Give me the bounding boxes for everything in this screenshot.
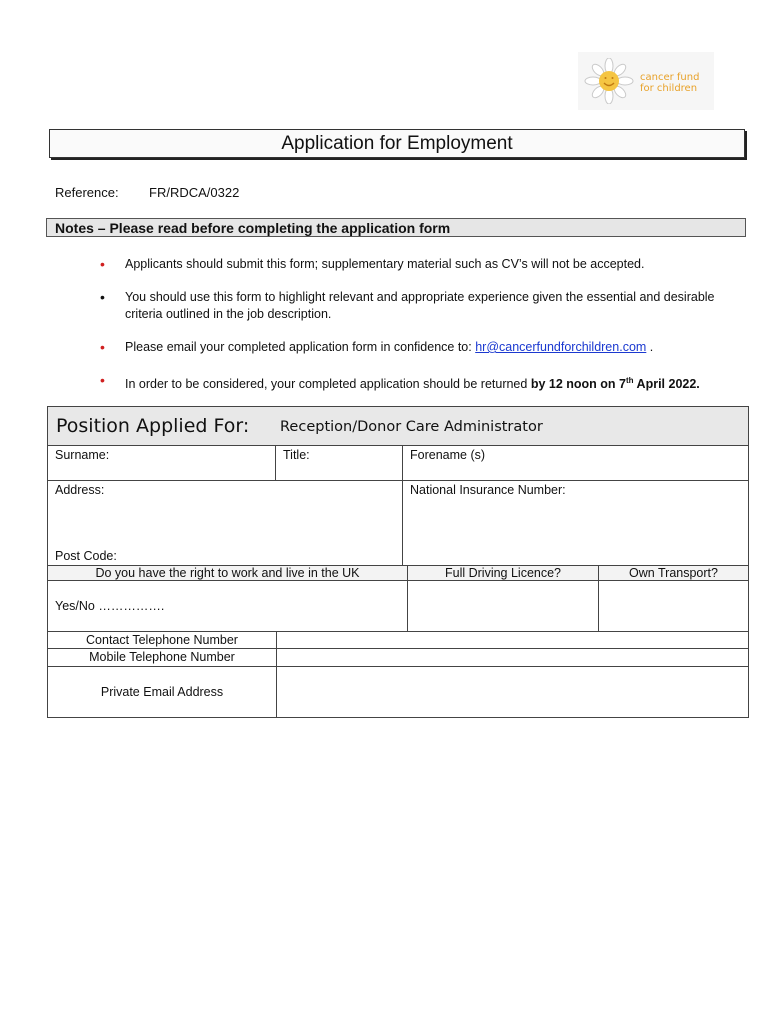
reference-value: FR/RDCA/0322 bbox=[149, 185, 240, 200]
notes-list bbox=[96, 256, 736, 409]
bullet-icon: • bbox=[100, 372, 105, 388]
right-to-work-field[interactable] bbox=[47, 580, 408, 632]
email-after: . bbox=[646, 340, 654, 354]
position-label: Position Applied For: bbox=[56, 415, 250, 437]
mobile-phone-label: Mobile Telephone Number bbox=[47, 648, 277, 667]
own-transport-field[interactable] bbox=[598, 580, 749, 632]
right-to-work-header: Do you have the right to work and live in the UK bbox=[47, 565, 408, 581]
reference-label: Reference: bbox=[55, 185, 119, 200]
yes-no-text: Yes/No ……………. bbox=[55, 599, 165, 613]
notes-heading: Notes – Please read before completing the application form bbox=[46, 218, 746, 237]
logo bbox=[578, 52, 714, 110]
driving-licence-field[interactable] bbox=[407, 580, 599, 632]
title-label: Title: bbox=[283, 448, 310, 462]
note-text: In order to be considered, your completed application should be returned bbox=[125, 377, 528, 392]
address-label: Address: bbox=[55, 483, 105, 497]
sunflower-smile-icon bbox=[584, 58, 634, 104]
note-text: Please email your completed application form in confidence to: bbox=[125, 340, 472, 354]
surname-field[interactable] bbox=[47, 445, 276, 481]
contact-phone-label: Contact Telephone Number bbox=[47, 631, 277, 649]
list-item bbox=[96, 372, 736, 393]
bullet-icon: • bbox=[100, 256, 105, 272]
list-item bbox=[96, 339, 736, 356]
list-item bbox=[96, 256, 736, 273]
address-field[interactable] bbox=[47, 480, 403, 566]
email-field[interactable] bbox=[276, 666, 749, 718]
mobile-phone-field[interactable] bbox=[276, 648, 749, 667]
logo-line-1: cancer fund bbox=[640, 72, 700, 83]
forename-label: Forename (s) bbox=[410, 448, 486, 462]
surname-label: Surname: bbox=[55, 448, 110, 462]
list-item bbox=[96, 289, 736, 323]
bullet-icon: • bbox=[100, 339, 105, 355]
email-label: Private Email Address bbox=[47, 666, 277, 718]
ni-number-field[interactable] bbox=[402, 480, 749, 566]
note-text: Applicants should submit this form; supplementary material such as CV’s will not be accepted. bbox=[125, 257, 645, 271]
page-title: Application for Employment bbox=[49, 129, 745, 158]
email-link[interactable]: hr@cancerfundforchildren.com bbox=[475, 340, 647, 354]
reference bbox=[55, 185, 240, 200]
deadline-pre: by 12 noon on 7 bbox=[530, 377, 626, 392]
deadline-post: April 2022. bbox=[633, 377, 700, 392]
note-text: You should use this form to highlight relevant and appropriate experience given the essential and desirable criteria outlined in the job description. bbox=[125, 290, 715, 321]
ni-number-label: National Insurance Number: bbox=[410, 483, 566, 497]
title-field[interactable] bbox=[275, 445, 403, 481]
deadline-sup: th bbox=[625, 376, 634, 385]
contact-phone-field[interactable] bbox=[276, 631, 749, 649]
logo-line-2: for children bbox=[640, 83, 698, 94]
bullet-icon: • bbox=[100, 289, 105, 305]
position-value: Reception/Donor Care Administrator bbox=[280, 419, 543, 435]
position-applied-row bbox=[47, 406, 749, 446]
driving-licence-header: Full Driving Licence? bbox=[407, 565, 599, 581]
post-code-label: Post Code: bbox=[55, 549, 117, 563]
own-transport-header: Own Transport? bbox=[598, 565, 749, 581]
forename-field[interactable] bbox=[402, 445, 749, 481]
